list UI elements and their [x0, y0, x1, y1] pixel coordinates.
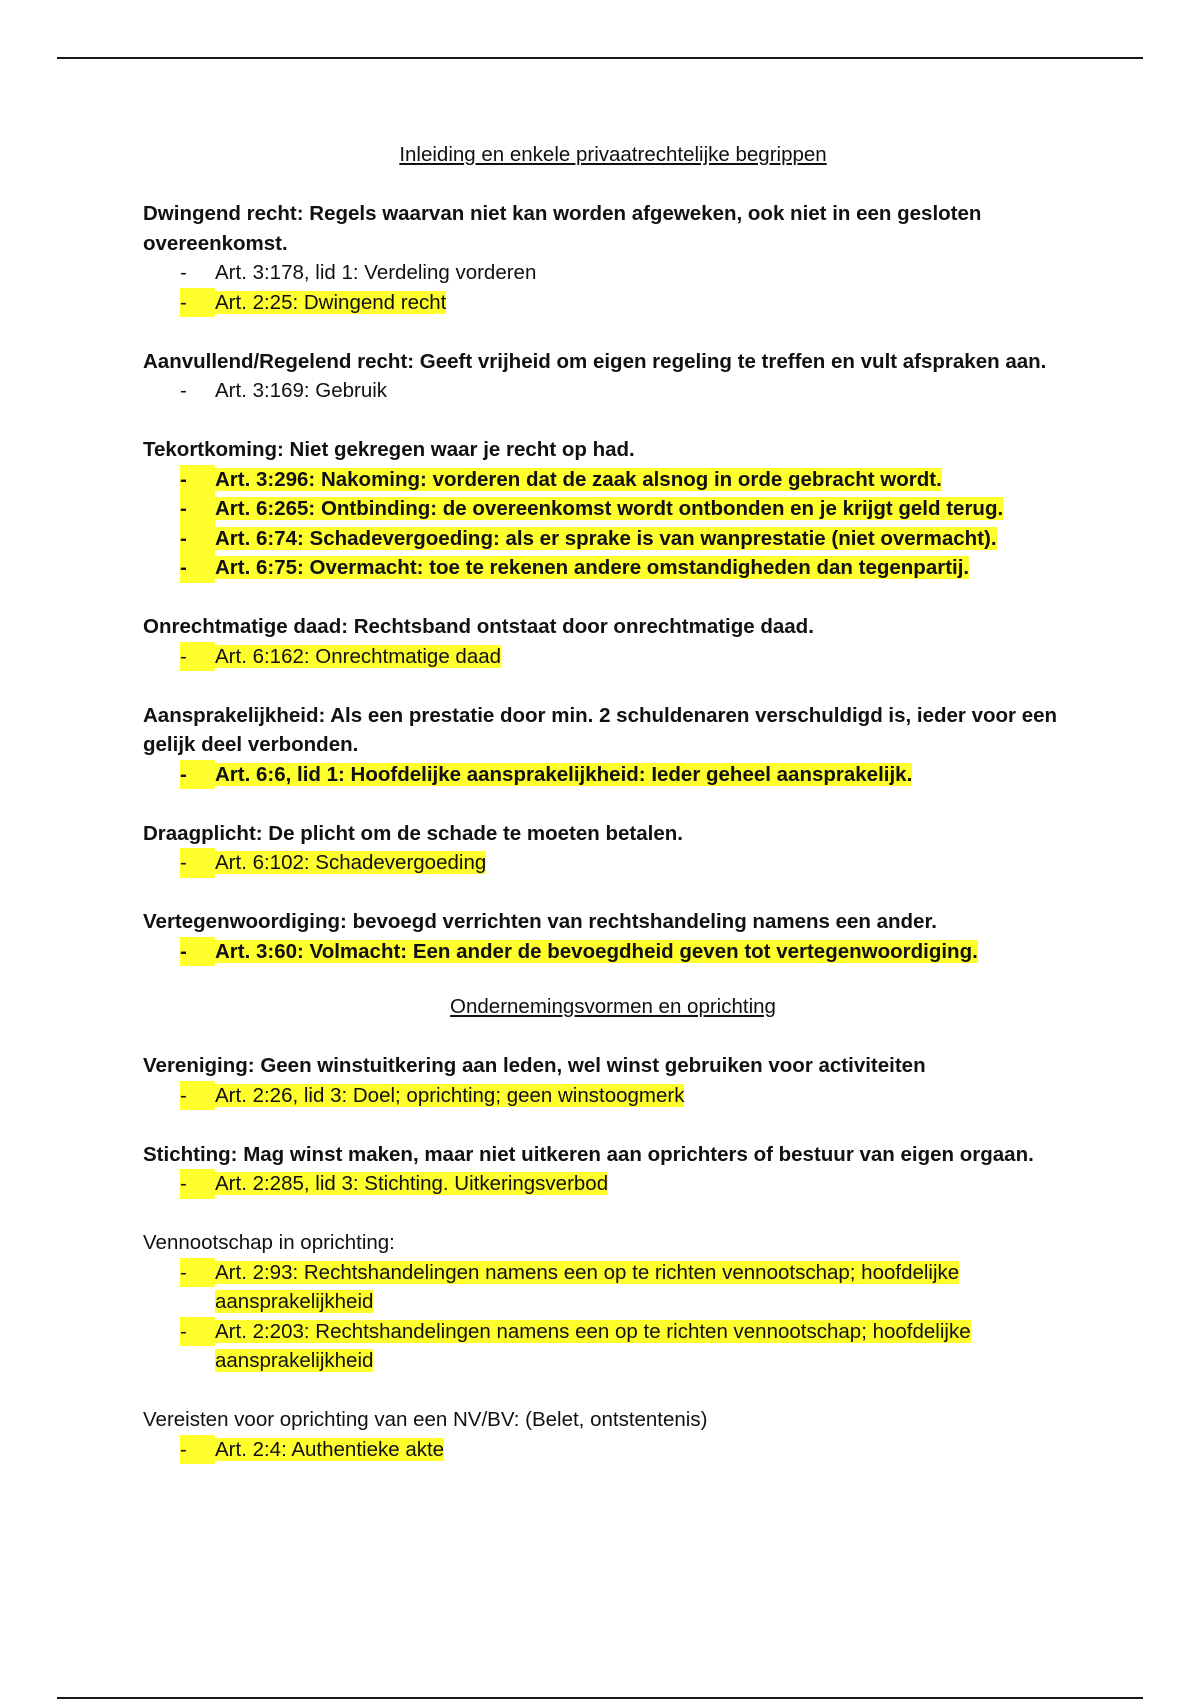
section-dwingend-recht	[143, 199, 1083, 317]
article-list	[143, 1081, 1083, 1111]
article-item	[143, 848, 1083, 878]
article-list	[143, 1435, 1083, 1465]
term-definition: Draagplicht: De plicht om de schade te moeten betalen.	[143, 821, 683, 845]
dash-bullet: -	[180, 524, 215, 554]
section-onrechtmatige-daad	[143, 612, 1083, 671]
article-item	[143, 258, 1083, 288]
dash-bullet: -	[180, 494, 215, 524]
article-item	[143, 1081, 1083, 1111]
heading-introduction: Inleiding en enkele privaatrechtelijke begrippen	[399, 143, 827, 166]
article-list	[143, 642, 1083, 672]
dash-bullet: -	[180, 937, 215, 967]
article-list	[143, 848, 1083, 878]
section-vereisten-oprichting	[143, 1405, 1083, 1464]
article-text: Art. 6:265: Ontbinding: de overeenkomst wordt ontbonden en je krijgt geld terug.	[215, 497, 1004, 520]
article-list	[143, 376, 1083, 406]
section-aansprakelijkheid	[143, 701, 1083, 790]
top-rule	[57, 57, 1143, 59]
article-item	[143, 494, 1083, 524]
term-definition: Vertegenwoordiging: bevoegd verrichten van rechtshandeling namens een ander.	[143, 910, 938, 933]
bottom-rule	[57, 1697, 1143, 1699]
article-item	[143, 553, 1083, 583]
dash-bullet: -	[180, 553, 215, 583]
term-definition: Vereisten voor oprichting van een NV/BV: (Belet, ontstentenis)	[143, 1408, 708, 1431]
dash-bullet: -	[180, 1081, 215, 1111]
term-definition: Tekortkoming: Niet gekregen waar je recht op had.	[143, 438, 635, 461]
article-item	[143, 1169, 1083, 1199]
article-text: Art. 3:296: Nakoming: vorderen dat de zaak alsnog in orde gebracht wordt.	[215, 467, 942, 491]
dash-bullet: -	[180, 261, 187, 284]
article-text: Art. 3:169: Gebruik	[215, 379, 388, 402]
article-item	[143, 1435, 1083, 1465]
dash-bullet: -	[180, 379, 187, 402]
article-text: Art. 3:178, lid 1: Verdeling vorderen	[215, 261, 537, 284]
article-text: Art. 2:285, lid 3: Stichting. Uitkeringsverbod	[215, 1172, 609, 1195]
article-text: Art. 6:75: Overmacht: toe te rekenen andere omstandigheden dan tegenpartij.	[215, 556, 970, 579]
article-text: Art. 2:26, lid 3: Doel; oprichting; geen winstoogmerk	[215, 1083, 685, 1107]
dash-bullet: -	[180, 288, 215, 318]
article-text: Art. 3:60: Volmacht: Een ander de bevoegdheid geven tot vertegenwoordiging.	[215, 939, 978, 963]
section-vereniging	[143, 1051, 1083, 1110]
article-list	[143, 1258, 1083, 1376]
dash-bullet: -	[180, 1435, 215, 1465]
article-text: Art. 6:102: Schadevergoeding	[215, 851, 487, 874]
article-text: Art. 2:203: Rechtshandelingen namens een op te richten vennootschap; hoofdelijke aansprakelijkheid	[215, 1319, 971, 1372]
article-list	[143, 937, 1083, 967]
article-text: Art. 2:4: Authentieke akte	[215, 1437, 445, 1461]
dash-bullet: -	[180, 642, 215, 672]
term-definition: Dwingend recht: Regels waarvan niet kan worden afgeweken, ook niet in een gesloten overeenkomst.	[143, 202, 982, 255]
article-list	[143, 1169, 1083, 1199]
article-list	[143, 465, 1083, 583]
section-vertegenwoordiging	[143, 907, 1083, 966]
article-item	[143, 465, 1083, 495]
article-list	[143, 258, 1083, 317]
section-stichting	[143, 1140, 1083, 1199]
article-item	[143, 376, 1083, 406]
term-definition: Aanvullend/Regelend recht: Geeft vrijheid om eigen regeling te treffen en vult afspraken aan.	[143, 349, 1047, 373]
article-item	[143, 1258, 1083, 1317]
article-item	[143, 642, 1083, 672]
article-text: Art. 2:93: Rechtshandelingen namens een op te richten vennootschap; hoofdelijke aansprakelijkheid	[215, 1260, 960, 1313]
article-list	[143, 760, 1083, 790]
dash-bullet: -	[180, 1258, 215, 1288]
article-item	[143, 524, 1083, 554]
dash-bullet: -	[180, 1169, 215, 1199]
section-draagplicht	[143, 819, 1083, 878]
term-definition: Vereniging: Geen winstuitkering aan leden, wel winst gebruiken voor activiteiten	[143, 1054, 926, 1077]
section-vennootschap-in-oprichting	[143, 1228, 1083, 1376]
article-item	[143, 760, 1083, 790]
article-text: Art. 6:74: Schadevergoeding: als er sprake is van wanprestatie (niet overmacht).	[215, 526, 997, 550]
heading-ondernemingsvormen: Ondernemingsvormen en oprichting	[450, 995, 776, 1018]
article-item	[143, 1317, 1083, 1376]
dash-bullet: -	[180, 465, 215, 495]
dash-bullet: -	[180, 760, 215, 790]
article-item	[143, 937, 1083, 967]
article-text: Art. 6:6, lid 1: Hoofdelijke aansprakelijkheid: Ieder geheel aansprakelijk.	[215, 762, 913, 786]
term-definition: Aansprakelijkheid: Als een prestatie door min. 2 schuldenaren verschuldigd is, ieder voor een gelijk deel verbonden.	[143, 703, 1058, 756]
dash-bullet: -	[180, 1317, 215, 1347]
article-item	[143, 288, 1083, 318]
section-aanvullend-recht	[143, 347, 1083, 406]
term-definition: Stichting: Mag winst maken, maar niet uitkeren aan oprichters of bestuur van eigen orgaan.	[143, 1142, 1034, 1166]
dash-bullet: -	[180, 848, 215, 878]
section-tekortkoming	[143, 435, 1083, 583]
article-text: Art. 2:25: Dwingend recht	[215, 290, 447, 314]
term-definition: Vennootschap in oprichting:	[143, 1231, 395, 1254]
document-body	[143, 140, 1083, 1494]
article-text: Art. 6:162: Onrechtmatige daad	[215, 644, 502, 668]
term-definition: Onrechtmatige daad: Rechtsband ontstaat door onrechtmatige daad.	[143, 615, 814, 638]
